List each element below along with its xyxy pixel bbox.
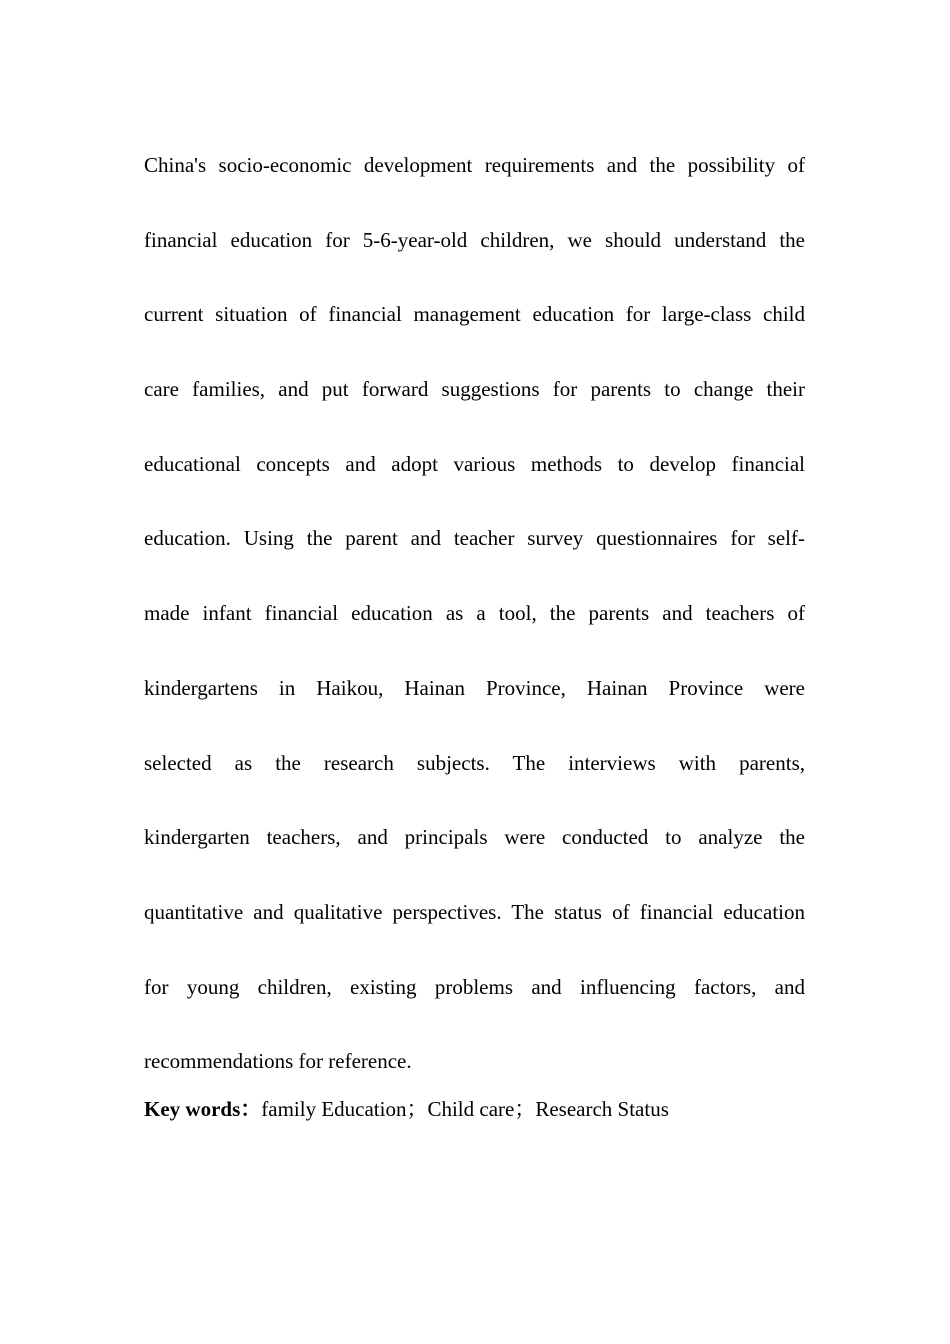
keywords-line [144, 1094, 805, 1124]
paragraph-line: kindergarten teachers, and principals were conducted to analyze the [144, 825, 805, 850]
abstract-paragraph [144, 128, 805, 1099]
paragraph-line: recommendations for reference. [144, 1049, 412, 1074]
keywords-label: Key words： [144, 1097, 262, 1121]
paragraph-line: care families, and put forward suggestions for parents to change their [144, 377, 805, 402]
paragraph-line: quantitative and qualitative perspectives. The status of financial education [144, 899, 805, 924]
paragraph-line: made infant financial education as a tool, the parents and teachers of [144, 601, 805, 626]
paragraph-line: current situation of financial management education for large-class child [144, 302, 805, 327]
paragraph-line: kindergartens in Haikou, Hainan Province, Hainan Province were [144, 675, 805, 700]
paragraph-line: financial education for 5-6-year-old children, we should understand the [144, 227, 805, 252]
paragraph-line: for young children, existing problems and influencing factors, and [144, 974, 805, 999]
paragraph-line: selected as the research subjects. The interviews with parents, [144, 750, 805, 775]
paragraph-line: educational concepts and adopt various methods to develop financial [144, 451, 805, 476]
keywords-list: family Education；Child care；Research Status [261, 1097, 669, 1121]
paragraph-line: China's socio-economic development requirements and the possibility of [144, 153, 805, 177]
paragraph-line: education. Using the parent and teacher survey questionnaires for self- [144, 526, 805, 551]
